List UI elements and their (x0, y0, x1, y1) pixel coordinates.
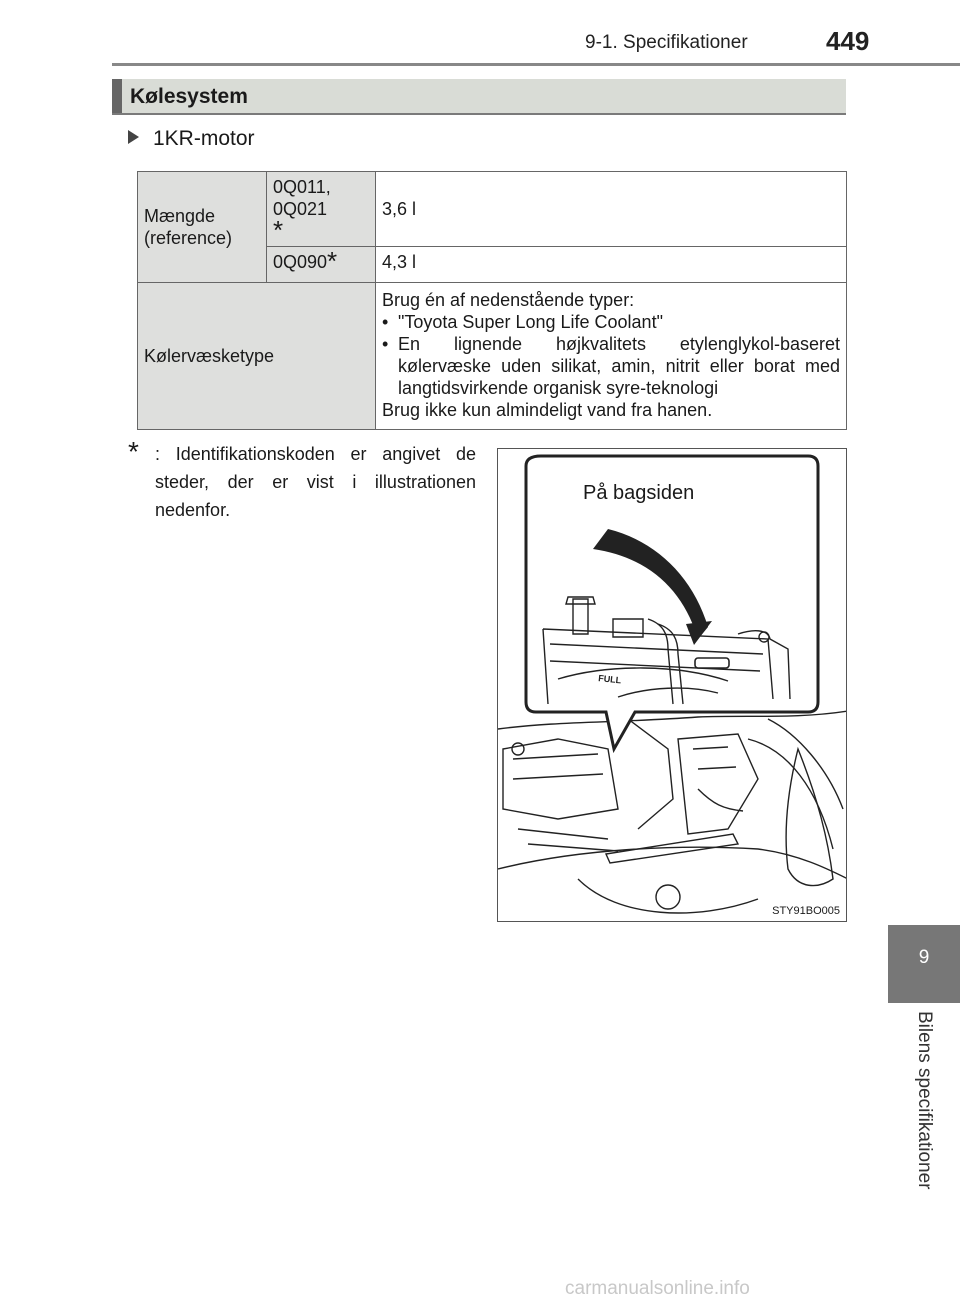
chapter-label-area (888, 1003, 960, 1213)
coolant-type-label-cell (138, 283, 376, 430)
coolant-option-2-text: En lignende højkvalitets etylenglykol-baseret kølervæske uden silikat, amin, nitrit eller borat med langtidsvirkende organisk syre-teknologi (398, 334, 840, 398)
code-1: 0Q011, 0Q021 (273, 177, 331, 219)
tank-full-mark: FULL (597, 673, 622, 686)
coolant-type-cell (376, 283, 847, 430)
subheading-text: 1KR-motor (153, 127, 255, 150)
watermark: carmanualsonline.info (565, 1278, 750, 1299)
section-heading-bar (112, 79, 846, 115)
chapter-number: 9 (918, 947, 930, 968)
bullet-dot: • (382, 334, 389, 354)
engine-bay-drawing (498, 449, 847, 922)
footnote-text: : Identifikationskoden er angivet de steder, der er vist i illustrationen nedenfor. (155, 444, 476, 520)
quantity-label-cell (138, 172, 267, 283)
subheading (128, 127, 255, 151)
chapter-tab (888, 925, 960, 1003)
code-cell-2 (267, 247, 376, 283)
header-rule (112, 63, 960, 66)
coolant-option-1 (382, 311, 840, 333)
coolant-type-label: Kølervæsketype (144, 346, 275, 366)
chapter-label: Bilens specifikationer (914, 1011, 935, 1190)
footnote-star: * (327, 246, 338, 276)
value-1: 3,6 l (382, 199, 417, 219)
callout-label: På bagsiden (583, 482, 695, 504)
value-2: 4,3 l (382, 252, 417, 272)
coolant-option-1-text: "Toyota Super Long Life Coolant" (398, 312, 663, 332)
value-cell-1 (376, 172, 847, 247)
footnote-star: * (273, 215, 284, 245)
code-cell-1 (267, 172, 376, 247)
coolant-intro: Brug én af nedenstående typer: (382, 290, 635, 310)
quantity-label: Mængde (reference) (144, 206, 233, 248)
illustration-code: STY91BO005 (772, 905, 840, 917)
page-number: 449 (826, 26, 870, 56)
triangle-bullet-icon (128, 130, 139, 144)
header-section-title: 9-1. Specifikationer (585, 32, 748, 53)
bullet-dot: • (382, 312, 389, 332)
engine-bay-illustration (497, 448, 847, 922)
coolant-spec-table (137, 171, 847, 430)
value-cell-2 (376, 247, 847, 283)
section-title: Kølesystem (130, 85, 248, 108)
footnote (128, 436, 476, 524)
coolant-option-2 (382, 333, 840, 399)
footnote-star-mark: * (128, 436, 139, 467)
coolant-outro: Brug ikke kun almindeligt vand fra hanen. (382, 400, 713, 420)
code-2: 0Q090 (273, 252, 328, 272)
section-marker (112, 79, 122, 113)
